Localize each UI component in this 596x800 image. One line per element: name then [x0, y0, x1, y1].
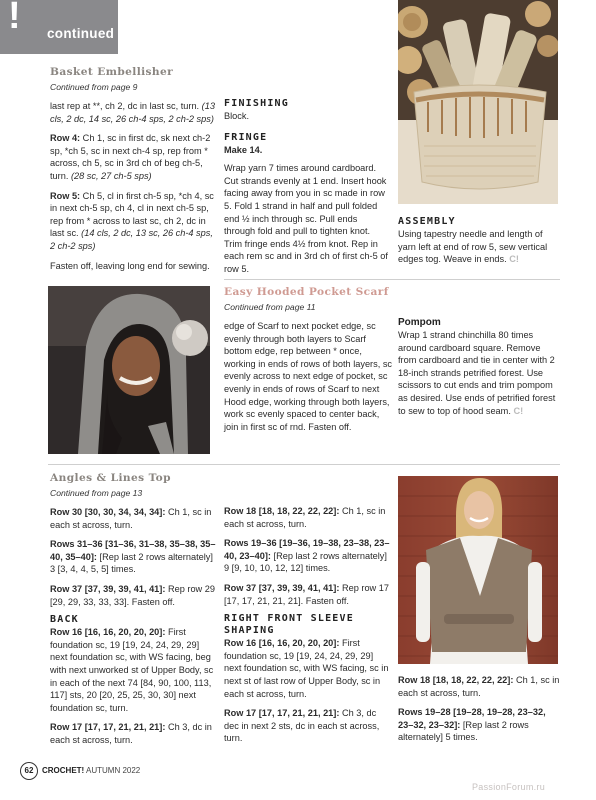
scarf-continued-from: Continued from page 11 [224, 302, 316, 312]
basket-row-4: Row 4: Ch 1, sc in first dc, sk next ch-2 sp, *ch 5, sc in next ch-4 sp, rep from * across, ch 5, sc in 3rd ch of beg ch-5, turn. (28 sc, 27 ch-5 sps) [50, 133, 211, 181]
page-number: 62 [20, 762, 38, 780]
right-front-sleeve-heading: RIGHT FRONT SLEEVE SHAPING [224, 613, 354, 637]
back-rows-19-36: Rows 19–36 [19–36, 19–38, 23–38, 23–40, 23–40]: [Rep last 2 rows alternately] 9 [9, 10, 10, 12, 12] times. [224, 538, 390, 574]
end-mark-icon: C! [513, 405, 524, 416]
basket-middle-column [224, 98, 390, 276]
basket-row-5: Row 5: Ch 5, cl in first ch-5 sp, *ch 4, sc in next ch-5 sp, ch 4, cl in next ch-5 sp, rep from * across to last sc, ch 2, dc in last sc. (14 cls, 2 dc, 13 sc, 26 ch-4 sps, 2 ch-2 sps) [50, 190, 214, 251]
angles-title: Angles & Lines Top [50, 472, 171, 484]
sleeve-row-16: Row 16 [16, 16, 20, 20, 20]: First foundation sc, 19 [19, 24, 24, 29, 29] next foundation sc, with WS facing, sc in next st of last row of Upper Body, sc in each st across, turn. [224, 638, 389, 699]
back-heading: BACK [50, 614, 79, 626]
basket-illustration [398, 0, 558, 204]
exclamation-mark: ! [8, 0, 21, 37]
angles-middle-column [224, 505, 390, 745]
basket-left-column [50, 66, 216, 272]
sleeve-row-18: Row 18 [18, 18, 22, 22, 22]: Ch 1, sc in each st across, turn. [398, 675, 560, 698]
scarf-middle-column [224, 286, 394, 433]
pompom-text: Wrap 1 strand chinchilla 80 times around cardboard square. Remove from cardboard and tie in center with 2 18-inch strands petrified forest. Use scissors to cut ends and trim pompom as desired. Use ends of petrified forest to sew to top of hood seam. C! [398, 330, 556, 416]
divider [224, 279, 560, 280]
pompom-section [398, 317, 560, 417]
fringe-make: Make 14. [224, 144, 263, 155]
angles-row-30: Row 30 [30, 30, 34, 34, 34]: Ch 1, sc in each st across, turn. [50, 507, 212, 530]
basket-continued-from: Continued from page 9 [50, 82, 138, 92]
finishing-heading: FINISHING [224, 98, 289, 109]
basket-fasten-off: Fasten off, leaving long end for sewing. [50, 260, 210, 271]
hooded-scarf-illustration [48, 286, 210, 454]
angles-right-column [398, 674, 560, 744]
angles-top-photo [398, 476, 558, 664]
angles-top-illustration [398, 476, 558, 664]
angles-rows-31-36: Rows 31–36 [31–36, 31–38, 35–38, 35–40, 35–40]: [Rep last 2 rows alternately] 3 [3, 4, 4, 5, 5] times. [50, 539, 216, 575]
back-row-17: Row 17 [17, 17, 21, 21, 21]: Ch 3, dc in each st across, turn. [50, 722, 212, 745]
assembly-section [398, 216, 560, 266]
sleeve-rows-19-28: Rows 19–28 [19–28, 19–28, 23–32, 23–32, 23–32]: [Rep last 2 rows alternately] 5 times. [398, 707, 546, 743]
continued-label: continued [47, 26, 115, 41]
pompom-heading: Pompom [398, 317, 441, 328]
assembly-heading: ASSEMBLY [398, 216, 456, 227]
continued-tab [0, 0, 118, 54]
angles-left-column [50, 472, 216, 747]
back-row-18: Row 18 [18, 18, 22, 22, 22]: Ch 1, sc in each st across, turn. [224, 506, 386, 529]
divider [48, 464, 560, 465]
magazine-footer: CROCHET! AUTUMN 2022 [42, 766, 141, 775]
back-row-16: Row 16 [16, 16, 20, 20, 20]: First foundation sc, 19 [19, 24, 24, 29, 29] next foundation sc, with WS facing, beg with next unworked st of Upper Body, sc in each of the next 74 [84, 90, 100, 113, 117] sts, 20 [20, 25, 25, 30, 30] next foundation sc, turn. [50, 627, 214, 713]
finishing-text: Block. [224, 111, 250, 121]
basket-photo [398, 0, 558, 204]
assembly-text: Using tapestry needle and length of yarn left at end of row 5, sew vertical edges tog. Weave in ends. C! [398, 229, 548, 265]
angles-continued-from: Continued from page 13 [50, 488, 143, 498]
basket-title: Basket Embellisher [50, 66, 174, 78]
hooded-scarf-photo [48, 286, 210, 454]
angles-row-37: Row 37 [37, 39, 39, 41, 41]: Rep row 29 [29, 29, 33, 33, 33]. Fasten off. [50, 583, 215, 607]
back-row-37: Row 37 [37, 39, 39, 41, 41]: Rep row 17 [17, 17, 21, 21, 21]. Fasten off. [224, 582, 389, 606]
watermark: PassionForum.ru [472, 782, 546, 792]
fringe-heading: FRINGE [224, 131, 268, 143]
scarf-title: Easy Hooded Pocket Scarf [224, 286, 389, 298]
fringe-text: Wrap yarn 7 times around cardboard. Cut strands evenly at 1 end. Insert hook facing away from you in sc made in row 5. Fold 1 strand in half and pull folded end ½ inch through sc. Pull ends through fold and pull to tighten knot. Trim fringe ends 4½ from knot. Rep in each rem sc and in 3rd ch of first ch-5 of row 5. [224, 163, 388, 274]
basket-paragraph-1: last rep at **, ch 2, dc in last sc, turn. (13 cls, 2 dc, 14 sc, 26 ch-4 sps, 2 ch-2 sps) [50, 101, 215, 124]
scarf-text: edge of Scarf to next pocket edge, sc evenly through both layers to Scarf bottom edge, rep between * once, working in ends of rows of both layers, sc evenly across to next edge of pocket, sc evenly in ends of rows of Scarf to next Hood edge, working through both layers, work sc evenly spaced to center back, join in first sc of rnd. Fasten off. [224, 321, 393, 432]
end-mark-icon: C! [509, 254, 519, 265]
sleeve-row-17: Row 17 [17, 17, 21, 21, 21]: Ch 3, dc dec in next 2 sts, dc in each st across, turn. [224, 708, 380, 744]
